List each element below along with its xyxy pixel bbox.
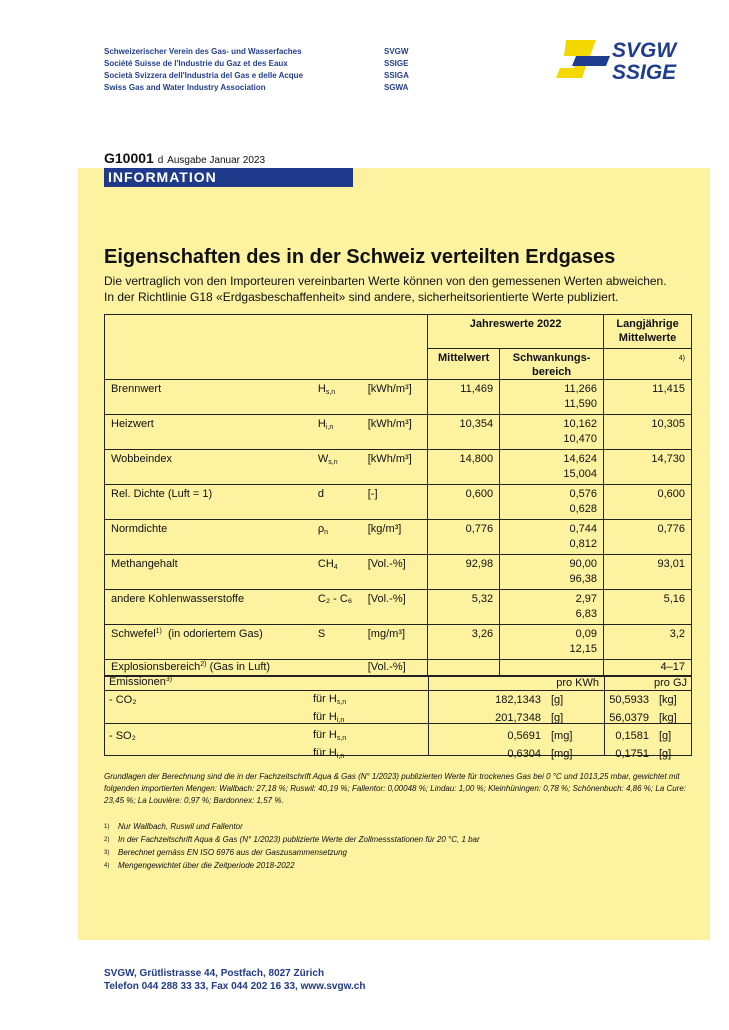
row-unit: [-] [362, 485, 428, 520]
row-symbol-sub: 4 [333, 564, 338, 571]
row-range [500, 625, 604, 660]
footnote-text: Berechnet gemäss EN ISO 6976 aus der Gaszusammensetzung [118, 848, 348, 857]
row-mean: 0,776 [428, 520, 500, 555]
row-range [500, 450, 604, 485]
footnote-item [104, 821, 243, 833]
association-names [104, 46, 303, 94]
explosion-label [105, 660, 312, 677]
row-range-min: 0,744 [569, 523, 598, 535]
emissions-row [104, 745, 692, 763]
row-label [105, 380, 312, 415]
emissions-basis-sub: s,n [336, 699, 347, 706]
explosion-label-text: Explosionsbereich [111, 661, 201, 673]
footer-address [104, 967, 365, 993]
row-symbol-sub: s,n [325, 389, 336, 396]
row-symbol [312, 555, 362, 590]
emissions-gas [104, 709, 308, 727]
header-range-line-2: bereich [532, 365, 572, 378]
logo-wordmark [612, 40, 676, 84]
emissions-basis [308, 727, 428, 745]
row-symbol-text: C₂ - C₆ [317, 593, 353, 605]
row-unit: [Vol.-%] [362, 590, 428, 625]
footnote-item [104, 860, 295, 872]
doc-edition: Ausgabe Januar 2023 [167, 155, 266, 166]
footnote-item [104, 847, 347, 859]
emissions-basis-text: für H [313, 729, 337, 741]
abbr-fr: SSIGE [384, 59, 409, 68]
table-row [105, 485, 692, 520]
association-name-en: Swiss Gas and Water Industry Association [104, 83, 266, 92]
row-unit: [kWh/m³] [362, 380, 428, 415]
row-long-term: 3,2 [604, 625, 692, 660]
row-label-text: Schwefel [111, 628, 156, 640]
properties-table [104, 314, 692, 677]
row-footnote-mark: 1) [155, 628, 162, 635]
footnote-text: In der Fachzeitschrift Aqua & Gas (N° 1/2023) publizierte Werte der Zollmessstationen für 20 °C, 1 bar [118, 835, 480, 844]
emissions-basis-sub: i,n [336, 753, 345, 760]
row-long-term: 5,16 [604, 590, 692, 625]
row-range-max: 15,004 [563, 468, 598, 480]
row-long-term: 0,600 [604, 485, 692, 520]
explosion-footnote-mark: 2) [200, 661, 207, 668]
row-label [105, 485, 312, 520]
emissions-basis [308, 709, 428, 727]
association-name-fr: Société Suisse de l'Industrie du Gaz et des Eaux [104, 59, 288, 68]
row-range-min: 0,576 [569, 488, 598, 500]
row-symbol-text: H [317, 383, 326, 395]
header-long-line-1: Langjährige [616, 318, 679, 330]
table-row [105, 380, 692, 415]
emissions-row [104, 727, 692, 745]
row-label-extra: (in odoriertem Gas) [168, 628, 263, 640]
row-unit: [kWh/m³] [362, 450, 428, 485]
emissions-title [104, 675, 308, 691]
row-symbol-text: W [317, 453, 329, 465]
row-long-term: 11,415 [604, 380, 692, 415]
emissions-head-gj: pro GJ [653, 676, 687, 689]
emissions-basis-text: für H [313, 711, 337, 723]
doc-lang: d [157, 155, 164, 166]
emissions-basis [308, 745, 428, 763]
emissions-kwh-unit: [mg] [551, 730, 573, 742]
row-long-term: 0,776 [604, 520, 692, 555]
footnote-number: 4) [104, 863, 110, 869]
footnote-number: 1) [104, 824, 110, 830]
row-mean: 5,32 [428, 590, 500, 625]
abbr-en: SGWA [384, 83, 409, 92]
logo-line-1: SVGW [612, 39, 677, 62]
row-range [500, 520, 604, 555]
explosion-symbol [312, 660, 362, 677]
header-mean: Mittelwert [428, 348, 500, 379]
category-banner: INFORMATION [104, 168, 353, 187]
row-range-max: 10,470 [563, 433, 598, 445]
header-range-line-1: Schwankungs- [512, 351, 591, 364]
explosion-range [500, 660, 604, 677]
row-range-max: 12,15 [569, 643, 598, 655]
header-long-term [604, 315, 692, 349]
table-row [105, 520, 692, 555]
row-mean: 92,98 [428, 555, 500, 590]
emissions-gas: - CO₂ [109, 694, 137, 706]
row-range-max: 96,38 [569, 573, 598, 585]
emissions-gj-value: 0,1751 [615, 748, 649, 760]
row-label-text: Normdichte [111, 523, 168, 535]
header-range [500, 348, 604, 379]
table-row [105, 415, 692, 450]
footnote-number: 2) [104, 837, 110, 843]
row-range [500, 485, 604, 520]
row-symbol-sub: s,n [328, 459, 338, 466]
association-abbreviations [384, 46, 409, 94]
row-label [105, 625, 312, 660]
row-range [500, 415, 604, 450]
row-symbol-text: CH [317, 558, 334, 570]
footnote-text: Nur Wallbach, Ruswil und Fallentor [118, 822, 243, 831]
emissions-basis-text: für H [313, 693, 337, 705]
intro-line-2: In der Richtlinie G18 «Erdgasbeschaffenheit» sind andere, sicherheitsorientierte Werte publiziert. [104, 290, 619, 304]
row-long-term: 93,01 [604, 555, 692, 590]
row-label-text: Heizwert [111, 418, 154, 430]
table-row [105, 590, 692, 625]
row-long-term: 14,730 [604, 450, 692, 485]
row-mean: 14,800 [428, 450, 500, 485]
row-label [105, 520, 312, 555]
footnote-item [104, 834, 480, 846]
row-symbol-text: d [317, 488, 324, 500]
row-range [500, 380, 604, 415]
row-label [105, 590, 312, 625]
footnote-text: Mengengewichtet über die Zeitperiode 2018-2022 [118, 861, 295, 870]
row-range-min: 2,97 [575, 593, 598, 605]
header-long-line-2: Mittelwerte [618, 332, 677, 344]
row-long-term: 10,305 [604, 415, 692, 450]
abbr-it: SSIGA [384, 71, 409, 80]
row-symbol-text: S [317, 628, 326, 640]
logo-line-2: SSIGE [612, 61, 677, 84]
row-mean: 3,26 [428, 625, 500, 660]
emissions-gj-unit: [kg] [659, 712, 677, 724]
explosion-long: 4–17 [604, 660, 692, 677]
table-row [105, 625, 692, 660]
row-range-max: 11,590 [564, 398, 598, 410]
emissions-kwh-value: 0,5691 [507, 730, 541, 742]
intro-text [104, 273, 704, 305]
row-mean: 11,469 [428, 380, 500, 415]
row-mean: 0,600 [428, 485, 500, 520]
row-range [500, 555, 604, 590]
row-range-min: 0,09 [575, 628, 598, 640]
emissions-gj-unit: [kg] [659, 694, 677, 706]
abbr-de: SVGW [384, 47, 409, 56]
emissions-gj-value: 0,1581 [615, 730, 649, 742]
doc-number: G10001 [104, 150, 154, 166]
calculation-notes: Grundlagen der Berechnung sind die in der Fachzeitschrift Aqua & Gas (N° 1/2023) publizierten Werte für trockenes Gas bei 0 °C und 1013,25 mbar, gewichtet mit folgenden importierten Mengen: Wallbach: 27,18 %; Ruswil: 40,19 %; Fallentor: 0,00048 %; Lindau: 1,00 %; Kleinhüningen: 0,78 %; Schönenbuch: 4,86 %; La Cure: 23,45 %; La Louvière: 0,97 %; Bardonnex: 1,57 %. [104, 772, 686, 805]
row-range [500, 590, 604, 625]
header-blank-cell [105, 315, 428, 380]
row-label-text: Rel. Dichte (Luft = 1) [111, 488, 213, 500]
row-label-text: Brennwert [111, 383, 162, 395]
emissions-kwh-unit: [mg] [551, 748, 573, 760]
row-range-min: 14,624 [563, 453, 598, 465]
emissions-footnote-mark: 3) [165, 676, 173, 683]
row-symbol [312, 380, 362, 415]
row-unit: [mg/m³] [362, 625, 428, 660]
header-year: Jahreswerte 2022 [428, 315, 604, 349]
row-label [105, 450, 312, 485]
emissions-head-blank [308, 675, 428, 691]
row-symbol [312, 450, 362, 485]
explosion-unit: [Vol.-%] [362, 660, 428, 677]
row-range-max: 0,812 [569, 538, 598, 550]
emissions-basis-sub: s,n [336, 735, 347, 742]
row-range-max: 6,83 [575, 608, 598, 620]
emissions-kwh-value: 182,1343 [495, 694, 541, 706]
emissions-gj-value: 50,5933 [609, 694, 649, 706]
emissions-basis-text: für H [313, 747, 337, 759]
row-symbol-sub: i,n [325, 424, 334, 431]
explosion-label-extra: (Gas in Luft) [209, 661, 271, 673]
emissions-kwh-value: 0,6304 [507, 748, 541, 760]
row-symbol [312, 625, 362, 660]
emissions-basis [308, 691, 428, 709]
table-row [105, 555, 692, 590]
emissions-table [104, 675, 692, 763]
intro-line-1: Die vertraglich von den Importeuren vereinbarten Werte können von den gemessenen Werten abweichen. [104, 274, 667, 288]
emissions-title-text: Emissionen [109, 676, 166, 688]
row-symbol-sub: n [324, 529, 329, 536]
association-name-it: Società Svizzera dell'Industria del Gas e delle Acque [104, 71, 304, 80]
row-unit: [kg/m³] [362, 520, 428, 555]
emissions-row [104, 709, 692, 727]
emissions-row [104, 691, 692, 709]
row-label [105, 555, 312, 590]
emissions-kwh-value: 201,7348 [495, 712, 541, 724]
row-range-min: 11,266 [564, 383, 598, 395]
row-label [105, 415, 312, 450]
row-mean: 10,354 [428, 415, 500, 450]
emissions-basis-sub: i,n [336, 717, 345, 724]
row-unit: [Vol.-%] [362, 555, 428, 590]
row-unit: [kWh/m³] [362, 415, 428, 450]
row-label-text: andere Kohlenwasserstoffe [111, 593, 245, 605]
association-name-de: Schweizerischer Verein des Gas- und Wasserfaches [104, 47, 302, 56]
table-row [105, 450, 692, 485]
row-range-max: 0,628 [569, 503, 598, 515]
row-range-min: 10,162 [563, 418, 598, 430]
emissions-gj-value: 56,0379 [609, 712, 649, 724]
emissions-gj-unit: [g] [659, 748, 672, 760]
row-symbol-text: ρ [317, 523, 325, 535]
row-label-text: Methangehalt [111, 558, 178, 570]
header-long-footnote: 4) [604, 348, 692, 379]
row-symbol [312, 520, 362, 555]
emissions-gas [104, 745, 308, 763]
footer-line-2: Telefon 044 288 33 33, Fax 044 202 16 33, www.svgw.ch [104, 981, 366, 992]
row-symbol [312, 415, 362, 450]
emissions-gj-unit: [g] [659, 730, 672, 742]
footnote-number: 3) [104, 850, 110, 856]
footer-line-1: SVGW, Grütlistrasse 44, Postfach, 8027 Zürich [104, 968, 325, 979]
emissions-head-kwh: pro KWh [556, 676, 599, 689]
row-symbol [312, 590, 362, 625]
row-range-min: 90,00 [569, 558, 598, 570]
document-number [104, 150, 265, 166]
emissions-kwh-unit: [g] [551, 694, 564, 706]
row-label-text: Wobbeindex [111, 453, 172, 465]
emissions-gas: - SO₂ [109, 730, 136, 742]
row-symbol-text: H [317, 418, 326, 430]
emissions-kwh-unit: [g] [551, 712, 564, 724]
page-title: Eigenschaften des in der Schweiz verteilten Erdgases [104, 246, 616, 268]
row-symbol [312, 485, 362, 520]
explosion-mean [428, 660, 500, 677]
